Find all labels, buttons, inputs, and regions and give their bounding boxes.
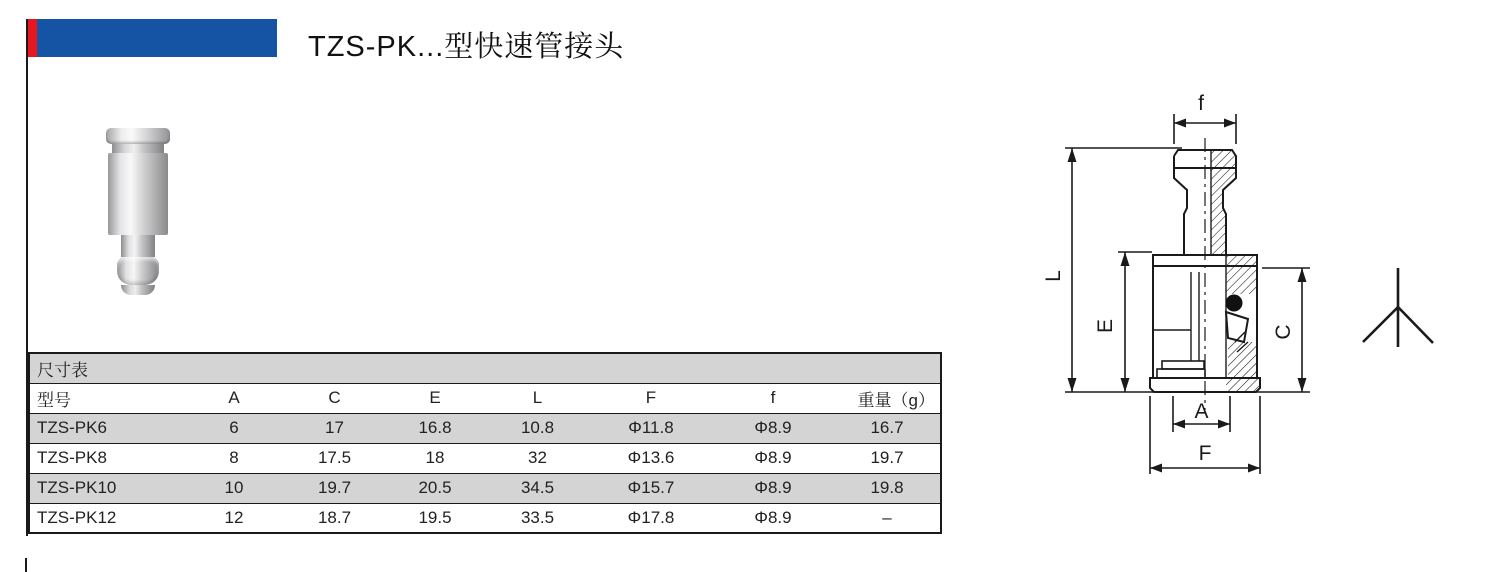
value-cell: 16.7 (834, 413, 941, 443)
value-cell: 16.8 (385, 413, 485, 443)
value-cell: Φ8.9 (712, 503, 834, 533)
model-cell: TZS-PK10 (29, 473, 184, 503)
gripper-claw (1226, 312, 1248, 342)
dim-label-A: A (1194, 400, 1209, 423)
value-cell: – (834, 503, 941, 533)
dimension-C (1262, 268, 1310, 392)
column-header: 重量（g） (834, 383, 941, 413)
dim-label-F: F (1198, 442, 1212, 465)
value-cell: Φ8.9 (712, 413, 834, 443)
dimension-f (1174, 92, 1236, 144)
value-cell: 12 (184, 503, 284, 533)
photo-cap (106, 128, 170, 144)
value-cell: 17 (284, 413, 385, 443)
dim-label-E: E (1094, 318, 1117, 334)
value-cell: 6 (184, 413, 284, 443)
value-cell: 10.8 (485, 413, 590, 443)
table-caption-row (29, 353, 941, 383)
column-header: 型号 (29, 383, 184, 413)
value-cell: Φ8.9 (712, 443, 834, 473)
header-banner (28, 19, 277, 57)
model-cell: TZS-PK6 (29, 413, 184, 443)
value-cell: 20.5 (385, 473, 485, 503)
dimension-table (28, 352, 942, 534)
page-title: TZS-PK...型快速管接头 (308, 31, 625, 63)
column-header: f (712, 383, 834, 413)
value-cell: 34.5 (485, 473, 590, 503)
table-caption: 尺寸表 (29, 353, 941, 383)
column-header: L (485, 383, 590, 413)
photo-tip (121, 285, 155, 295)
value-cell: Φ15.7 (590, 473, 712, 503)
pneumatic-plug-symbol (1363, 268, 1433, 347)
photo-plug (117, 257, 159, 285)
dim-label-f: f (1198, 92, 1204, 115)
column-header: F (590, 383, 712, 413)
dimension-L (1042, 148, 1182, 392)
value-cell: Φ8.9 (712, 473, 834, 503)
o-ring (1226, 295, 1243, 312)
dimension-A (1173, 396, 1230, 432)
column-header: C (284, 383, 385, 413)
photo-body (108, 153, 168, 235)
photo-neck (121, 235, 155, 257)
dim-table-head-row (29, 383, 941, 413)
next-section-rule (25, 558, 27, 572)
column-header: E (385, 383, 485, 413)
value-cell: 19.5 (385, 503, 485, 533)
table-row (29, 503, 941, 533)
dim-label-C: C (1272, 324, 1295, 340)
value-cell: Φ17.8 (590, 503, 712, 533)
value-cell: 10 (184, 473, 284, 503)
value-cell: 17.5 (284, 443, 385, 473)
table-row (29, 413, 941, 443)
value-cell: Φ13.6 (590, 443, 712, 473)
value-cell: 18.7 (284, 503, 385, 533)
value-cell: 33.5 (485, 503, 590, 533)
product-photo-image (90, 125, 190, 305)
value-cell: 18 (385, 443, 485, 473)
technical-drawing (1030, 80, 1460, 500)
table-row (29, 473, 941, 503)
value-cell: 8 (184, 443, 284, 473)
dimension-E (1094, 252, 1152, 392)
value-cell: 19.8 (834, 473, 941, 503)
table-row (29, 443, 941, 473)
column-header: A (184, 383, 284, 413)
photo-collar (112, 144, 164, 153)
value-cell: 32 (485, 443, 590, 473)
dim-table-body (29, 413, 941, 533)
model-cell: TZS-PK8 (29, 443, 184, 473)
value-cell: Φ11.8 (590, 413, 712, 443)
dim-label-L: L (1042, 270, 1065, 282)
value-cell: 19.7 (284, 473, 385, 503)
value-cell: 19.7 (834, 443, 941, 473)
model-cell: TZS-PK12 (29, 503, 184, 533)
